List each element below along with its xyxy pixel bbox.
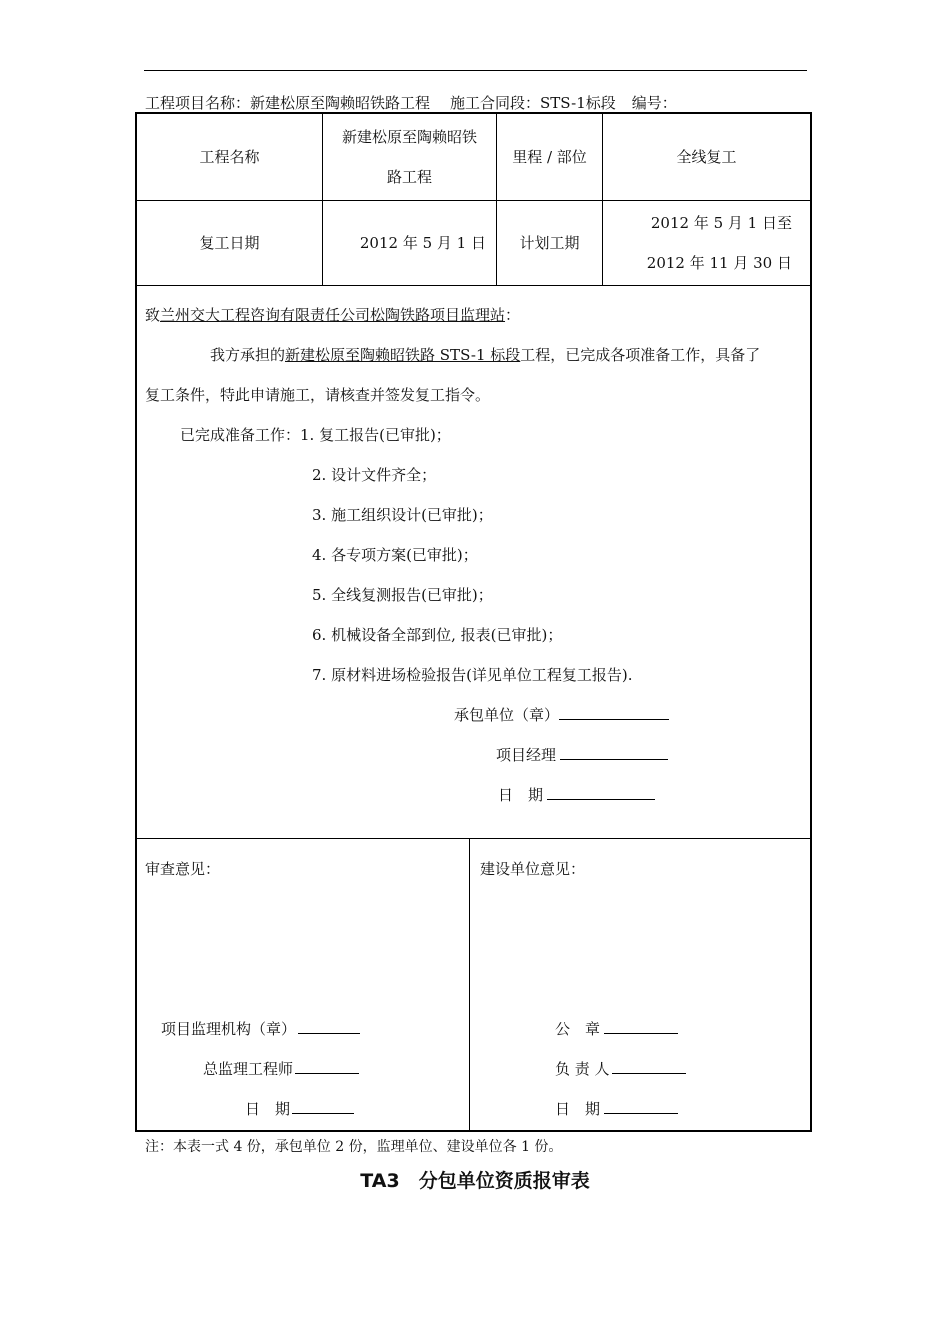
supervision-org-blank[interactable] [298, 1019, 360, 1034]
application-paragraph-line1: 我方承担的新建松原至陶赖昭铁路 STS-1 标段工程，已完成各项准备工作，具备了 [210, 346, 761, 364]
planned-duration-label-cell: 计划工期 [519, 234, 580, 252]
review-date-blank[interactable] [292, 1099, 354, 1114]
prepared-item: 7. 原材料进场检验报告(详见单位工程复工报告). [312, 666, 633, 684]
project-name-value-cell: 新建松原至陶赖昭铁 路工程 [341, 128, 477, 186]
mileage-value-cell: 全线复工 [676, 148, 737, 166]
owner-seal-line: 公 章 [555, 1018, 678, 1039]
planned-duration-value-cell: 2012 年 5 月 1 日至 2012 年 11 月 30 日 [646, 214, 792, 272]
footnote: 注：本表一式 4 份，承包单位 2 份，监理单位、建设单位各 1 份。 [145, 1139, 563, 1155]
supervision-org-line: 项目监理机构（章） [161, 1018, 360, 1039]
review-date-line: 日 期 [245, 1098, 354, 1119]
prepared-item: 5. 全线复测报告(已审批)； [312, 586, 493, 604]
form-header [145, 92, 677, 113]
prepared-work-line [180, 424, 451, 445]
chief-engineer-blank[interactable] [295, 1059, 359, 1074]
owner-seal-blank[interactable] [604, 1019, 678, 1034]
resume-date-label-cell: 复工日期 [199, 234, 260, 252]
contractor-signature-blank[interactable] [559, 705, 669, 720]
addressee-line: 致兰州交大工程咨询有限责任公司松陶铁路项目监理站： [145, 306, 521, 324]
owner-date-line: 日 期 [555, 1098, 678, 1119]
top-rule [144, 70, 807, 71]
prepared-work-label: 已完成准备工作： [180, 426, 301, 444]
prepared-item: 3. 施工组织设计(已审批)； [312, 506, 493, 524]
owner-person-blank[interactable] [612, 1059, 686, 1074]
owner-person-line: 负 责 人 [555, 1058, 686, 1079]
number-label: 编号： [631, 94, 677, 112]
prepared-item: 1. 复工报告(已审批)； [300, 426, 451, 444]
prepared-item: 4. 各专项方案(已审批)； [312, 546, 478, 564]
review-opinion-title: 审查意见： [145, 860, 221, 878]
contract-project: 新建松原至陶赖昭铁路 STS-1 标段 [285, 346, 521, 364]
project-name-label-cell: 工程名称 [199, 148, 260, 166]
supervisor-name: 兰州交大工程咨询有限责任公司松陶铁路项目监理站 [160, 306, 506, 324]
resume-date-value-cell: 2012 年 5 月 1 日 [359, 234, 486, 252]
contract-section-label: 施工合同段：STS-1标段 [450, 94, 616, 112]
owner-opinion-title: 建设单位意见： [480, 860, 586, 878]
manager-signature-blank[interactable] [560, 745, 668, 760]
application-paragraph-line2: 复工条件，特此申请施工，请核查并签发复工指令。 [145, 386, 491, 404]
next-form-title: TA3 分包单位资质报审表 [360, 1170, 590, 1192]
contractor-signature-line: 承包单位（章） [454, 704, 669, 725]
application-date-blank[interactable] [547, 785, 655, 800]
prepared-item: 6. 机械设备全部到位, 报表(已审批)； [312, 626, 563, 644]
owner-date-blank[interactable] [604, 1099, 678, 1114]
prepared-item: 2. 设计文件齐全； [312, 466, 437, 484]
application-date-line: 日 期 [498, 784, 655, 805]
project-name-label: 工程项目名称：新建松原至陶赖昭铁路工程 [145, 94, 431, 112]
application-form-table [135, 112, 812, 1132]
manager-signature-line: 项目经理 [496, 744, 668, 765]
mileage-label-cell: 里程 / 部位 [512, 148, 587, 166]
chief-engineer-line: 总监理工程师 [203, 1058, 359, 1079]
